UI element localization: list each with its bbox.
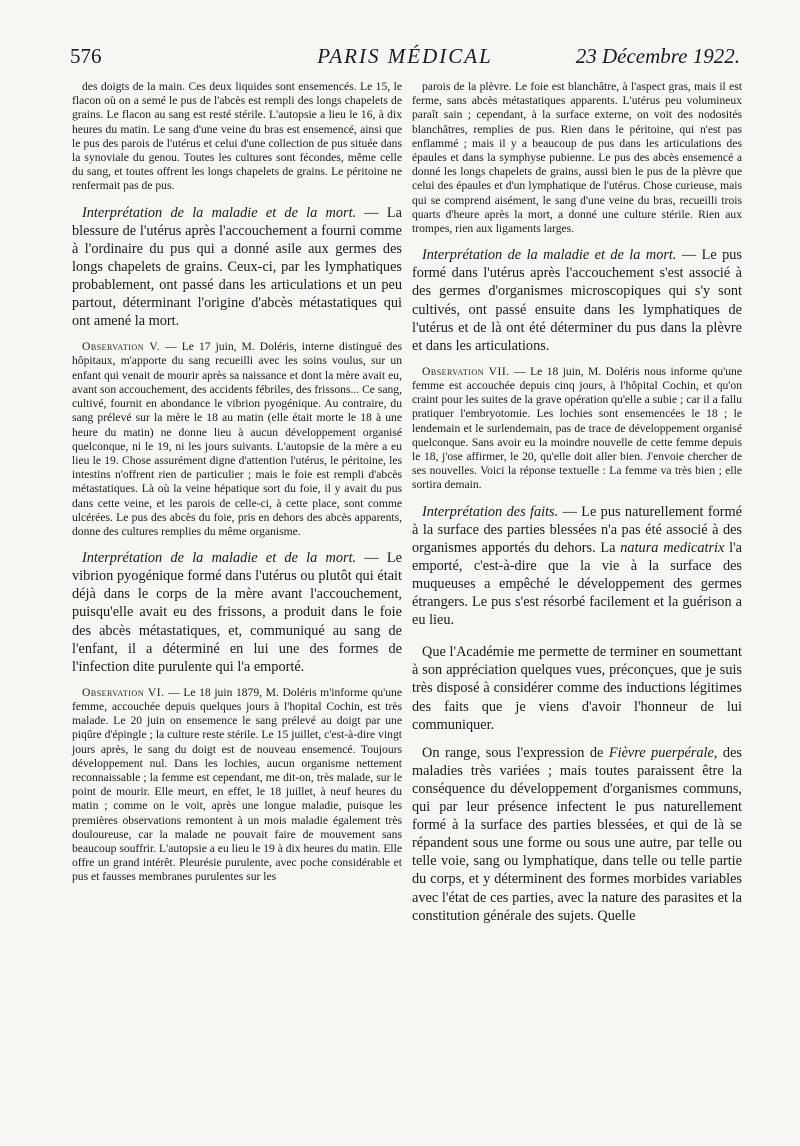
- paragraph-text: — Le 17 juin, M. Doléris, interne distingué des hôpitaux, m'apporte du sang recueilli avec les soins voulus, sur un enfant qui venait de mourir après sa naissance et dont la mère avait eu, avant son accouchement, des accidents fébriles, des frissons... Ce sang, cultivé, fournit en abondance le vibrion pyogénique. Au contraire, du sang prélevé sur la mère le 18 au matin (elle était morte le 18 à une heure du matin) ne donne lieu à aucun développement organisé quelconque, ni le 19, ni les jours suivants. L'autopsie de la mère a eu lieu le 19. Chose assurément digne d'attention l'utérus, le péritoine, les intestins n'offrent rien de particulier ; mais le foie est rempli d'abcès métastatiques. Là où la veine hépatique sort du foie, il y avait du pus dans cette veine, et les parois de celle-ci, à cette place, sont comme ulcérées. Le pus des abcès du foie, pris en dehors des abcès apparents, donne des cultures remplies du même organisme.: [72, 340, 402, 538]
- section-heading: Interprétation de la maladie et de la mort.: [422, 247, 677, 264]
- observation-label: Observation V.: [82, 340, 161, 354]
- paragraph-text: — Le pus formé dans l'utérus après l'accouchement s'est associé à des germes d'organismes microscopiques qui s'y sont cultivés, ont passé ensuite dans les lymphatiques de l'utérus et de là ont été déterminer du pus dans la plèvre et dans les articulations.: [412, 247, 742, 354]
- paragraph: Que l'Académie me permette de terminer en soumettant à son appréciation quelques vues, préconçues, que je suis très disposé à considérer comme des inductions légitimes des faits que je viens d'avoir l'honneur de lui communiquer.: [412, 644, 742, 733]
- page-header: [70, 44, 740, 74]
- page-number: 576: [70, 44, 102, 68]
- journal-title: PARIS MÉDICAL: [317, 44, 493, 68]
- section-heading: Interprétation des faits.: [422, 503, 559, 520]
- issue-date: 23 Décembre 1922.: [575, 44, 740, 68]
- observation-paragraph: [72, 340, 402, 539]
- section-heading: Interprétation de la maladie et de la mort.: [82, 550, 357, 567]
- paragraph-text: l'a emporté, c'est-à-dire que la vie à la surface des muqueuses a empêché le développement des germes étrangers. Le pus s'est résorbé facilement et la guérison a eu lieu.: [412, 539, 743, 629]
- observation-paragraph: [412, 365, 742, 493]
- latin-term: natura medicatrix: [620, 539, 725, 556]
- left-column: [72, 80, 402, 885]
- paragraph: parois de la plèvre. Le foie est blanchâtre, à l'aspect gras, mais il est ferme, sans abcès métastatiques apparents. L'utérus peu volumineux paraît sain ; cependant, à la surface externe, on voit des nodosités blanchâtres, remplies de pus. Rien dans le péritoine, qui n'est pas enflammé ; mais il y a beaucoup de pus dans les articulations des épaules et dans la symphyse pubienne. Le pus des abcès ensemencé a donné les longs chapelets de grains, aussi bien le pus de la plèvre que celui des épaules et d'un lymphatique de l'utérus. Chose curieuse, mais qui se comprend aisément, le sang d'une veine du bras, recueilli trois quarts d'heure après la mort, a donné une culture stérile. Rien aux trompes, rien aux ligaments larges.: [412, 80, 742, 236]
- interpretation-paragraph: [412, 246, 742, 355]
- paragraph: des doigts de la main. Ces deux liquides sont ensemencés. Le 15, le flacon où on a semé le pus de l'abcès est rempli des longs chapelets de grains. Le flacon au sang est resté stérile. L'autopsie a lieu le 16, à dix heures du matin. Le sang d'une veine du bras est ensemencé, ainsi que le pus des parois de l'utérus et celui d'une collection de pus située dans la synoviale du genou. Toutes les cultures sont fécondes, même celle du sang, et toutes offrent les longs chapelets de grains. Le péritoine ne renfermait pas de pus.: [72, 80, 402, 193]
- observation-paragraph: [72, 686, 402, 885]
- interpretation-paragraph: [412, 503, 742, 630]
- paragraph: [412, 744, 742, 925]
- section-heading: Interprétation de la maladie et de la mort.: [82, 204, 357, 221]
- paragraph-text: — Le vibrion pyogénique formé dans l'utérus ou plutôt qui était déjà dans le corps de la mère avant l'accouchement, puisqu'elle avait eu des frissons, a produit dans le foie des abcès métastatiques, et, communiqué au sang de l'enfant, il a déterminé en lui une des formes de l'infection dite purulente qui l'a emporté.: [72, 550, 402, 675]
- observation-label: Observation VII.: [422, 364, 510, 378]
- paragraph-text: On range, sous l'expression de: [422, 744, 609, 761]
- observation-label: Observation VI.: [82, 685, 165, 699]
- paragraph-text: — La blessure de l'utérus après l'accouchement a fourni comme à l'ordinaire du pus qui a donné asile aux germes des longs chapelets de grains. Ceux-ci, par les lymphatiques probablement, ont passé dans les articulations et un peu partout, déterminant l'origine d'abcès métastatiques qui ont amené la mort.: [72, 204, 402, 330]
- paragraph-text: — Le 18 juin 1879, M. Doléris m'informe qu'une femme, accouchée depuis quelques jours à l'hopital Cochin, est très malade. Le 20 juin on ensemence le sang prélevé au doigt par une piqûre d'épingle ; la culture reste stérile. Le 15 juillet, c'est-à-dire vingt jours après, le sang du doigt est de nouveau ensemencé. Toujours développement nul. Dans les lochies, aucun organisme nettement reconnaissable ; la femme est cependant, me dit-on, très malade, sur le point de mourir. Elle meurt, en effet, le 18 juillet, à neuf heures du matin ; comme on le voit, après une longue maladie, puisque les premières observations remontent à un mois maladie également très douloureuse, car la malade ne pouvait faire de mouvement sans beaucoup souffrir. L'autopsie a eu lieu le 19 à dix heures du matin. Elle offre un grand intérêt. Pleurésie purulente, avec poche considérable et pus et fausses membranes purulentes sur les: [72, 685, 403, 884]
- right-column: [412, 80, 742, 925]
- interpretation-paragraph: [72, 549, 402, 676]
- paragraph-text: , des maladies très variées ; mais toutes paraissent être la conséquence du développement d'organismes communs, qui par leur présence infectent le pus naturellement formé à la surface des parties blessées, et qui de là se répandent sous une forme ou sous une autre, par telle ou telle voie, sang ou lymphatique, dans telle ou telle partie du corps, et y déterminent des formes morbides variables avec l'état de ces parties, avec la nature des parasites et la constitution générale des sujets. Quelle: [412, 744, 742, 924]
- paragraph-text: — Le 18 juin, M. Doléris nous informe qu'une femme est accouchée depuis cinq jours, à l'hôpital Cochin, et qu'on craint pour les suites de la grave opération qu'elle a subie ; car il a fallu pratiquer l'embryotomie. Les lochies sont ensemencées le 18 ; le lendemain et le surlendemain, pas de trace de développement organisé quelconque. Sans avoir eu la moindre nouvelle de cette femme depuis le 18, j'ose affirmer, le 20, qu'elle doit aller bien. J'envoie chercher de ses nouvelles. Voici la réponse textuelle : La femme va très bien ; elle sortira demain.: [412, 364, 742, 492]
- paragraph-text: — Le pus naturellement formé à la surface des parties blessées n'a pas été associé à des organismes apportés du dehors. La: [412, 503, 742, 556]
- interpretation-paragraph: [72, 204, 402, 331]
- term-fievre-puerperale: Fièvre puerpérale: [608, 744, 714, 761]
